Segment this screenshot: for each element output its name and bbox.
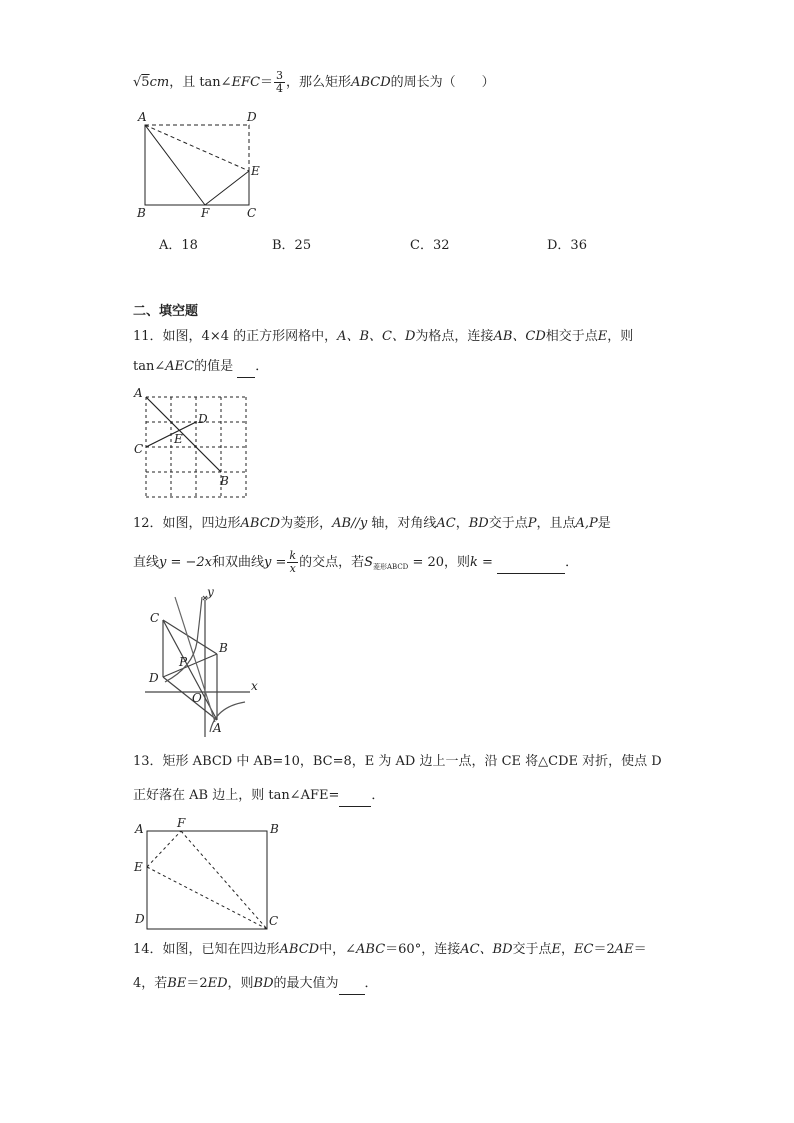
- label-y: y: [207, 585, 214, 599]
- q11-l1b: 为格点，连接: [415, 329, 494, 344]
- q12-l1e: 交于点: [488, 516, 528, 531]
- q12-s: S: [364, 555, 373, 570]
- label-F: F: [177, 816, 186, 830]
- q12-l1g: 是: [597, 516, 611, 531]
- diagonal-bd: [163, 654, 217, 677]
- q12-l1a: 12．如图，四边形: [133, 516, 241, 531]
- q11-l1d: ，则: [607, 329, 634, 344]
- q14-line-2: [133, 974, 378, 995]
- q11-end: ．: [255, 359, 269, 374]
- label-A: A: [135, 822, 144, 836]
- q10-af: [145, 125, 205, 205]
- q11-points: A、B、C、D: [337, 329, 416, 344]
- label-E: E: [134, 860, 143, 874]
- q14-abcd: ABCD: [279, 942, 320, 957]
- q12-p: P: [527, 516, 537, 531]
- side-cb: [163, 620, 217, 654]
- label-C: C: [247, 206, 257, 220]
- q14-l2d: 的最大值为: [273, 976, 339, 991]
- q12-line-1: [133, 514, 611, 534]
- q14-end: ．: [364, 976, 378, 991]
- q11-segments: AB、CD: [493, 329, 546, 344]
- q11-l1c: 相交于点: [545, 329, 598, 344]
- q14-answer-blank[interactable]: [339, 974, 365, 995]
- q11-line-2: [133, 357, 268, 378]
- label-E: E: [251, 164, 260, 178]
- q13-fc: [181, 831, 267, 929]
- q12-l1d: ，: [455, 516, 469, 531]
- q12-parallel: //: [351, 516, 360, 531]
- label-C: C: [150, 611, 160, 625]
- q10-figure: [135, 105, 275, 220]
- section-heading: 二、填空题: [133, 304, 199, 319]
- q10-post: ，那么矩形: [286, 75, 352, 90]
- sqrt-symbol: √: [133, 75, 142, 90]
- q13-figure: [133, 815, 293, 930]
- diagonal-ac: [163, 620, 217, 720]
- q14-l1h: ＝: [633, 942, 647, 957]
- q14-abc: ABC: [356, 942, 386, 957]
- q10-rect: ABCD: [351, 75, 391, 90]
- q12-end: ．: [565, 555, 579, 570]
- frac-den: 4: [276, 82, 284, 95]
- frac-k: k: [289, 549, 297, 562]
- label-D: D: [247, 110, 257, 124]
- q12-l1c: 轴，对角线: [367, 516, 437, 531]
- q10-rect-solid: [145, 125, 249, 205]
- label-P: P: [179, 655, 188, 669]
- q14-acbd: AC、BD: [460, 942, 513, 957]
- q12-figure: [145, 582, 275, 742]
- q14-l2a: 4，若: [133, 976, 168, 991]
- label-B: B: [220, 474, 229, 488]
- hyperbola-branch-1: [165, 597, 202, 682]
- q10-eq: ＝: [260, 75, 274, 90]
- q12-line-eq: y = −2x: [159, 555, 213, 570]
- q14-l2c: ，则: [227, 976, 254, 991]
- q11-answer-blank[interactable]: [237, 357, 255, 378]
- q10-option-b[interactable]: B．25: [272, 238, 312, 253]
- q12-l2a: 直线: [133, 555, 160, 570]
- q10-option-c[interactable]: C．32: [410, 238, 450, 253]
- q10-mid: ，且 tan∠: [169, 75, 232, 90]
- q13-line-1: [133, 752, 662, 772]
- q14-l1f: ，: [561, 942, 575, 957]
- sqrt-value: 5: [141, 75, 150, 90]
- label-B: B: [270, 822, 279, 836]
- q13-ec: [147, 867, 267, 929]
- q14-ed: ED: [207, 976, 228, 991]
- q12-y-eq: y =: [264, 555, 287, 570]
- q12-k-eq: =: [477, 555, 493, 570]
- q12-l2c: 的交点，若: [299, 555, 365, 570]
- q12-l1f: ，且点: [536, 516, 576, 531]
- q11-l2b: 的值是: [194, 359, 234, 374]
- q14-ae: AE: [614, 942, 634, 957]
- q10-ae-dashed: [145, 125, 249, 171]
- label-F: F: [201, 206, 210, 220]
- label-D: D: [198, 412, 208, 426]
- q10-angle: EFC: [231, 75, 261, 90]
- q12-line-2: [133, 550, 578, 577]
- side-da: [163, 677, 217, 720]
- q10-option-d[interactable]: D．36: [547, 238, 587, 253]
- q14-ec: EC: [574, 942, 594, 957]
- q10-fe: [205, 171, 249, 205]
- q12-fraction: [287, 550, 298, 575]
- q14-l1d: 交于点: [512, 942, 552, 957]
- q13-ef: [147, 831, 181, 867]
- q10-fraction: [274, 70, 285, 95]
- q10-option-a[interactable]: A．18: [159, 238, 198, 253]
- frac-x: x: [289, 562, 296, 575]
- q14-l1b: 中，∠: [319, 942, 357, 957]
- q12-s-val: = 20: [408, 555, 445, 570]
- q11-grid-figure: [132, 385, 262, 500]
- q12-ac: AC: [436, 516, 456, 531]
- label-A: A: [138, 110, 147, 124]
- label-C: C: [269, 914, 279, 928]
- q11-tan: tan∠: [133, 359, 166, 374]
- q13-end: ．: [371, 788, 385, 803]
- q12-ap: A,P: [575, 516, 598, 531]
- q11-segment-ab: [146, 397, 221, 472]
- q14-e: E: [551, 942, 562, 957]
- q12-l1b: 为菱形，: [280, 516, 333, 531]
- q12-k: k: [470, 555, 478, 570]
- q12-bd: BD: [468, 516, 489, 531]
- q12-ab: AB: [332, 516, 352, 531]
- label-B: B: [219, 641, 228, 655]
- q12-s-sub: 菱形ABCD: [373, 563, 409, 571]
- q13-l1: 13．矩形 ABCD 中 AB=10，BC=8，E 为 AD 边上一点，沿 CE 将△CDE 对折，使点 D: [133, 754, 662, 769]
- q12-l2b: 和双曲线: [212, 555, 265, 570]
- q14-be: BE: [167, 976, 187, 991]
- q14-line-1: [133, 940, 647, 960]
- q10-end: 的周长为（ ）: [390, 75, 495, 90]
- q12-answer-blank[interactable]: [497, 553, 565, 574]
- q13-line-2: [133, 786, 384, 807]
- label-C: C: [134, 442, 144, 456]
- label-B: B: [137, 206, 146, 220]
- q13-l2a: 正好落在 AB 边上，则 tan∠AFE=: [133, 788, 340, 803]
- q10-text-line: [133, 70, 495, 95]
- label-E: E: [174, 432, 183, 446]
- q11-line-1: [133, 327, 633, 347]
- q14-l2b: ＝2: [186, 976, 208, 991]
- q11-segment-cd: [146, 422, 196, 447]
- q13-rectangle: [147, 831, 267, 929]
- label-A: A: [213, 721, 222, 735]
- label-D: D: [149, 671, 159, 685]
- frac-num: 3: [276, 69, 284, 82]
- label-D: D: [135, 912, 145, 926]
- label-A: A: [134, 386, 143, 400]
- q12-l2d: ，则: [444, 555, 471, 570]
- label-x: x: [251, 679, 258, 693]
- q13-answer-blank[interactable]: [339, 786, 371, 807]
- label-O: O: [192, 691, 202, 705]
- q14-l1a: 14．如图，已知在四边形: [133, 942, 280, 957]
- q14-l1c: ＝60°，连接: [385, 942, 461, 957]
- q12-abcd: ABCD: [240, 516, 281, 531]
- q11-l1a: 11．如图，4×4 的正方形网格中，: [133, 329, 338, 344]
- q14-bd: BD: [253, 976, 274, 991]
- unit: cm: [149, 75, 170, 90]
- q11-point-e: E: [597, 329, 608, 344]
- q14-l1g: ＝2: [593, 942, 615, 957]
- q11-angle: AEC: [165, 359, 195, 374]
- q12-y: y: [359, 516, 368, 531]
